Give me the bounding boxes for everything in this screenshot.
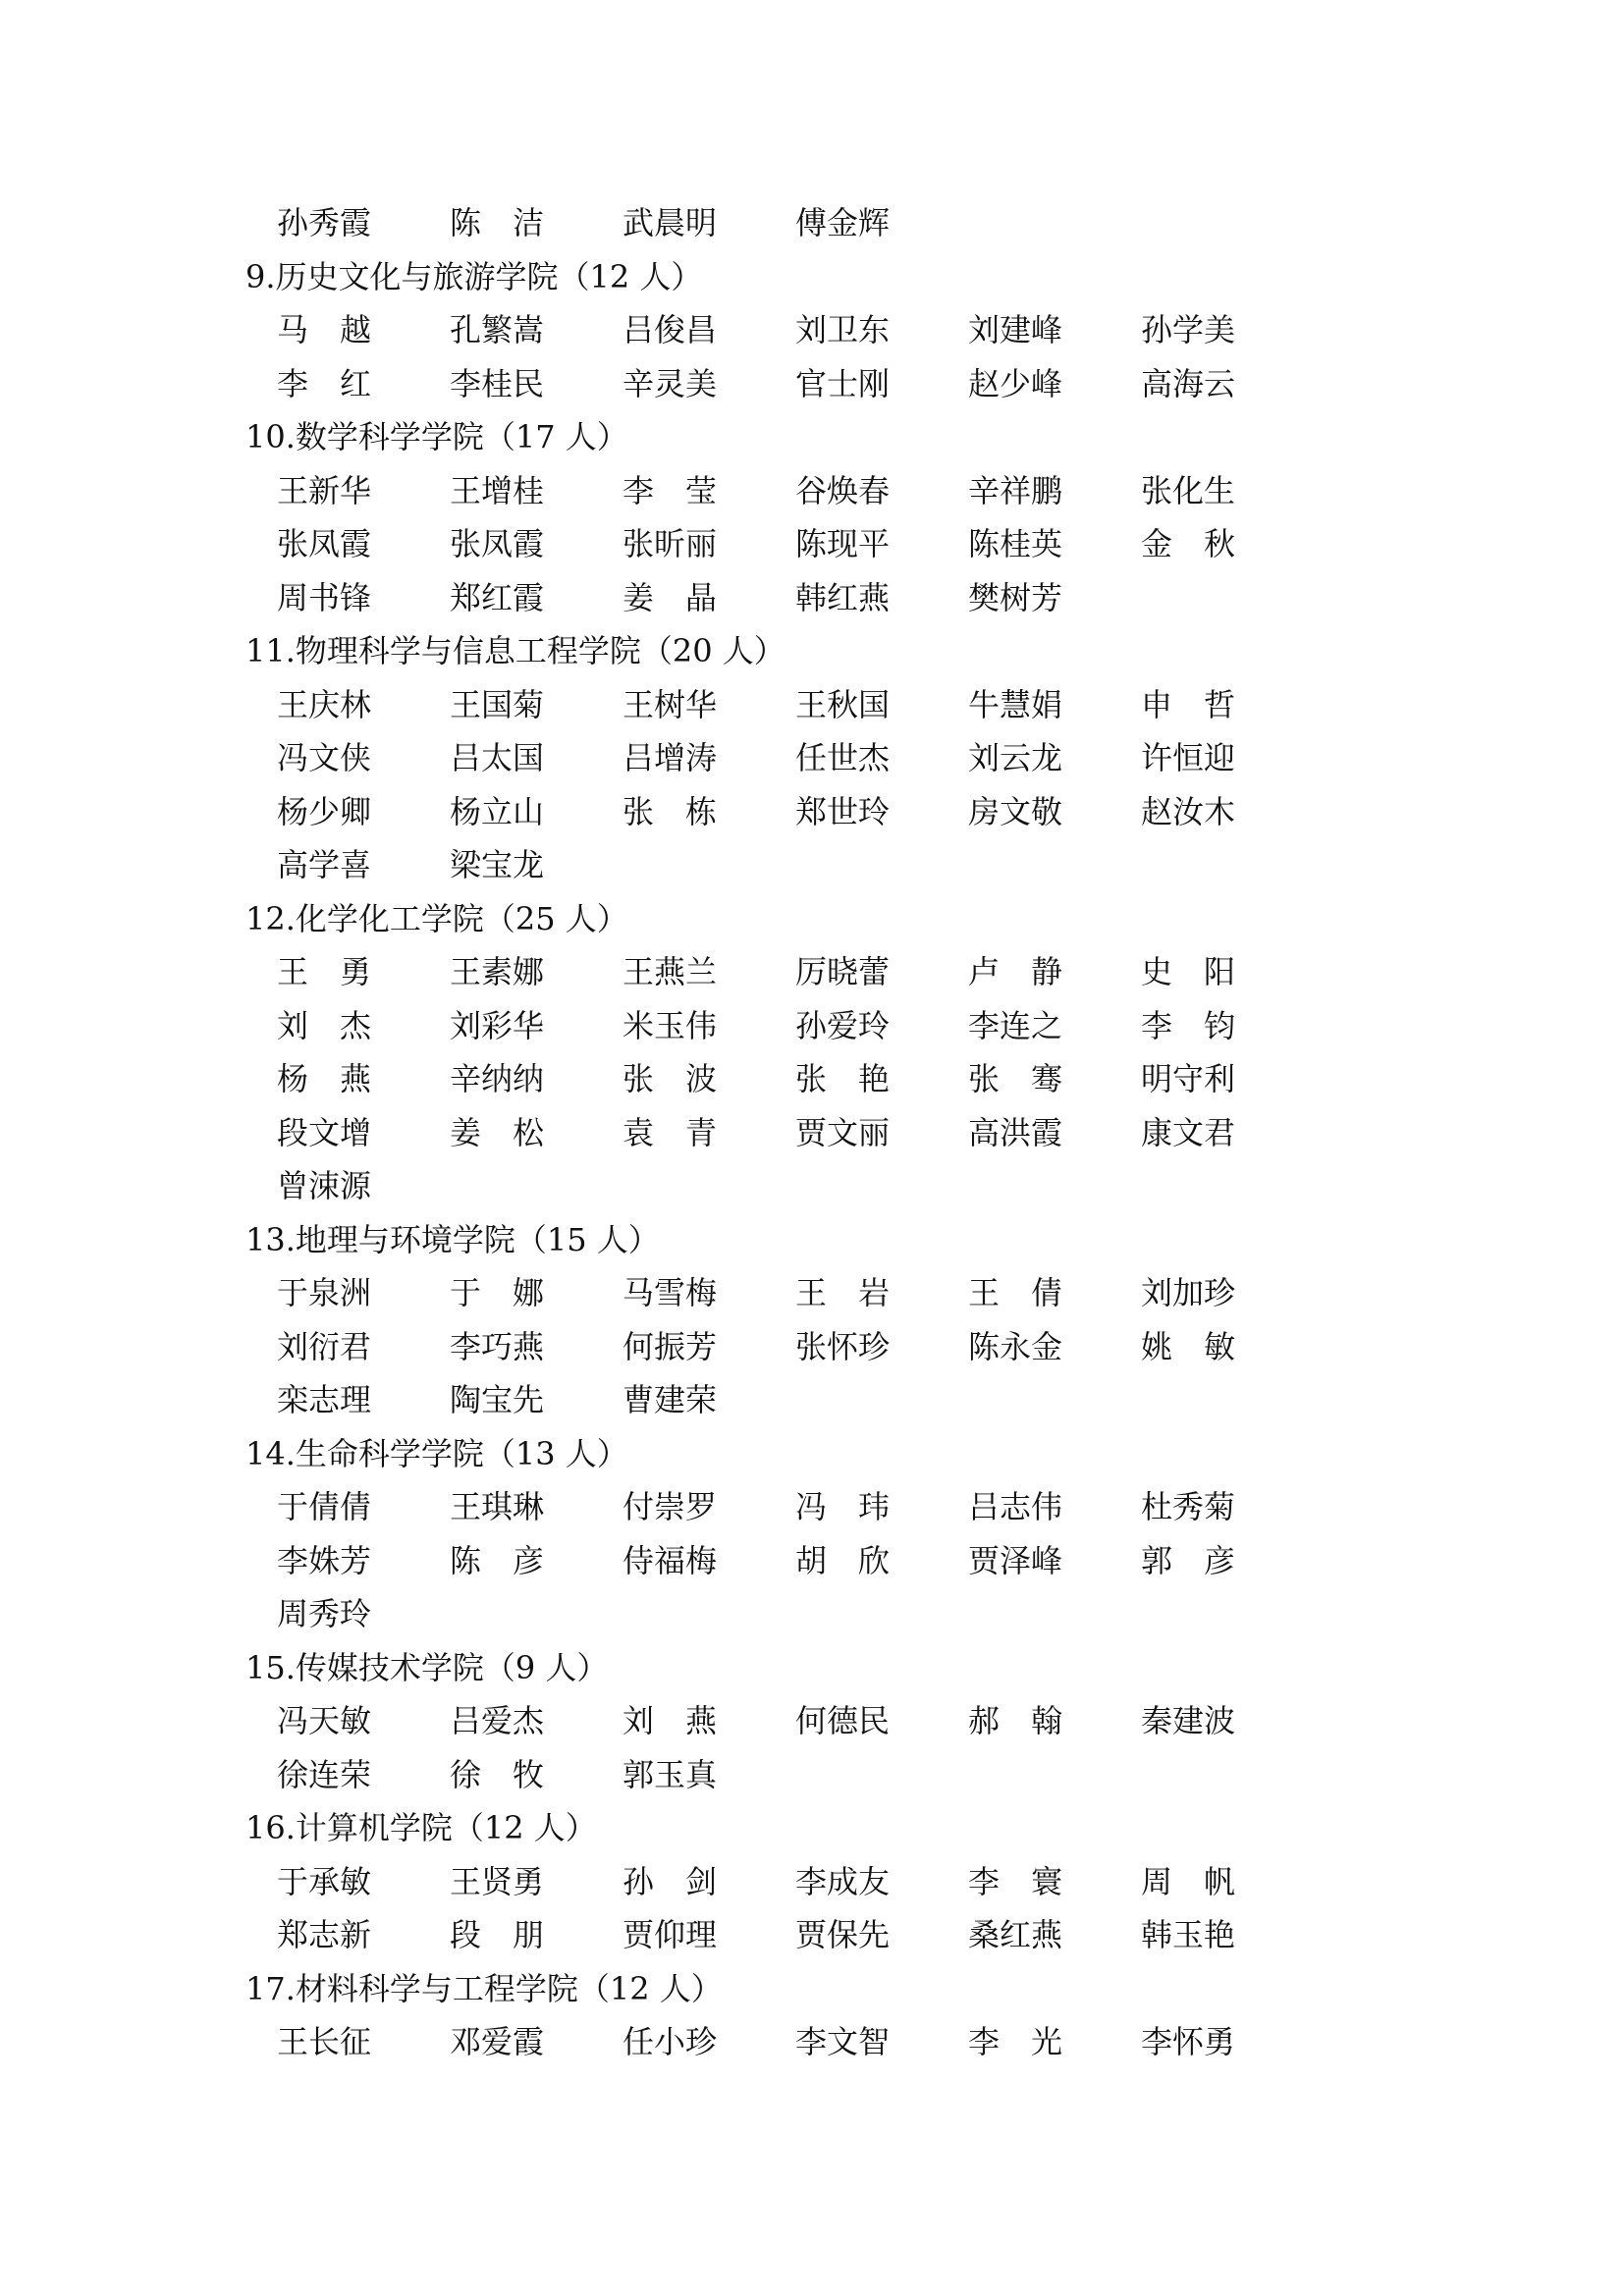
college-section (245, 624, 1326, 892)
person-name: 张昕丽 (623, 525, 718, 562)
person-name: 房文敬 (968, 792, 1063, 830)
person-name: 吕增涛 (623, 739, 718, 776)
person-name: 谷焕春 (795, 471, 891, 509)
college-section (245, 1213, 1326, 1427)
person-name: 李巧燕 (450, 1327, 545, 1365)
person-name: 郭 彦 (1141, 1541, 1236, 1579)
person-name: 康文君 (1141, 1113, 1236, 1151)
person-name: 马雪梅 (623, 1274, 718, 1311)
person-name: 于承敏 (277, 1862, 372, 1900)
college-heading: 12.化学化工学院（25 人） (245, 899, 628, 937)
person-name: 何振芳 (623, 1327, 718, 1365)
name-list (245, 1480, 1326, 1641)
name-list (245, 678, 1326, 892)
college-section (245, 1641, 1326, 1802)
person-name: 刘彩华 (450, 1006, 545, 1044)
person-name: 姜 晶 (623, 578, 718, 616)
person-name: 韩玉艳 (1141, 1916, 1236, 1953)
person-name: 韩红燕 (795, 578, 891, 616)
person-name: 贾文丽 (795, 1113, 891, 1151)
person-name: 王琪琳 (450, 1488, 545, 1525)
document-body (245, 196, 1326, 2069)
person-name: 于泉洲 (277, 1274, 372, 1311)
person-name: 曹建荣 (623, 1381, 718, 1418)
person-name: 王燕兰 (623, 953, 718, 990)
person-name: 孔繁嵩 (450, 311, 545, 348)
person-name: 吕志伟 (968, 1488, 1063, 1525)
person-name: 高洪霞 (968, 1113, 1063, 1151)
person-name: 辛纳纳 (450, 1060, 545, 1097)
person-name: 姚 敏 (1141, 1327, 1236, 1365)
person-name: 段文增 (277, 1113, 372, 1151)
person-name: 段 朋 (450, 1916, 545, 1953)
person-name: 王国菊 (450, 685, 545, 723)
person-name: 周书锋 (277, 578, 372, 616)
person-name: 李连之 (968, 1006, 1063, 1044)
person-name: 高学喜 (277, 846, 372, 883)
college-heading: 14.生命科学学院（13 人） (245, 1434, 628, 1472)
person-name: 张化生 (1141, 471, 1236, 509)
person-name: 于倩倩 (277, 1488, 372, 1525)
person-name: 陈桂英 (968, 525, 1063, 562)
person-name: 刘卫东 (795, 311, 891, 348)
person-name: 刘衍君 (277, 1327, 372, 1365)
person-name: 栾志理 (277, 1381, 372, 1418)
person-name: 李 寰 (968, 1862, 1063, 1900)
person-name: 辛灵美 (623, 364, 718, 402)
name-list (245, 464, 1326, 625)
person-name: 杨少卿 (277, 792, 372, 830)
person-name: 王 勇 (277, 953, 372, 990)
person-name: 刘加珍 (1141, 1274, 1236, 1311)
college-heading: 11.物理科学与信息工程学院（20 人） (245, 632, 785, 669)
person-name: 王增桂 (450, 471, 545, 509)
person-name: 郑志新 (277, 1916, 372, 1953)
person-name: 任小珍 (623, 2023, 718, 2060)
person-name: 冯 玮 (795, 1488, 891, 1525)
person-name: 米玉伟 (623, 1006, 718, 1044)
person-name: 王新华 (277, 471, 372, 509)
person-name: 武晨明 (623, 204, 718, 241)
person-name: 于 娜 (450, 1274, 545, 1311)
person-name: 郑红霞 (450, 578, 545, 616)
person-name: 李 钧 (1141, 1006, 1236, 1044)
person-name: 贾泽峰 (968, 1541, 1063, 1579)
person-name: 王秋国 (795, 685, 891, 723)
person-name: 陈 彦 (450, 1541, 545, 1579)
person-name: 张凤霞 (450, 525, 545, 562)
college-heading: 13.地理与环境学院（15 人） (245, 1220, 660, 1258)
person-name: 陈 洁 (450, 204, 545, 241)
person-name: 郭玉真 (623, 1755, 718, 1793)
person-name: 梁宝龙 (450, 846, 545, 883)
person-name: 李桂民 (450, 364, 545, 402)
person-name: 王素娜 (450, 953, 545, 990)
person-name: 郑世玲 (795, 792, 891, 830)
person-name: 刘 燕 (623, 1702, 718, 1739)
person-name: 张怀珍 (795, 1327, 891, 1365)
person-name: 李怀勇 (1141, 2023, 1236, 2060)
college-section (245, 1801, 1326, 1962)
person-name: 陈永金 (968, 1327, 1063, 1365)
person-name: 官士刚 (795, 364, 891, 402)
name-list (245, 945, 1326, 1213)
person-name: 秦建波 (1141, 1702, 1236, 1739)
person-name: 吕爱杰 (450, 1702, 545, 1739)
person-name: 任世杰 (795, 739, 891, 776)
person-name: 杨立山 (450, 792, 545, 830)
person-name: 王贤勇 (450, 1862, 545, 1900)
person-name: 周秀玲 (277, 1595, 372, 1632)
person-name: 牛慧娟 (968, 685, 1063, 723)
person-name: 张凤霞 (277, 525, 372, 562)
college-section (245, 410, 1326, 624)
person-name: 申 哲 (1141, 685, 1236, 723)
name-list (245, 1694, 1326, 1801)
person-name: 付崇罗 (623, 1488, 718, 1525)
person-name: 张 栋 (623, 792, 718, 830)
person-name: 张 艳 (795, 1060, 891, 1097)
person-name: 赵少峰 (968, 364, 1063, 402)
person-name: 辛祥鹏 (968, 471, 1063, 509)
person-name: 孙爱玲 (795, 1006, 891, 1044)
college-section (245, 892, 1326, 1213)
person-name: 吕太国 (450, 739, 545, 776)
person-name: 孙学美 (1141, 311, 1236, 348)
person-name: 冯天敏 (277, 1702, 372, 1739)
person-name: 明守利 (1141, 1060, 1236, 1097)
person-name: 何德民 (795, 1702, 891, 1739)
person-name: 傅金辉 (795, 204, 891, 241)
person-name: 侍福梅 (623, 1541, 718, 1579)
person-name: 孙 剑 (623, 1862, 718, 1900)
person-name: 王 岩 (795, 1274, 891, 1311)
person-name: 贾仰理 (623, 1916, 718, 1953)
name-list (245, 1266, 1326, 1427)
person-name: 高海云 (1141, 364, 1236, 402)
person-name: 张 骞 (968, 1060, 1063, 1097)
college-section (245, 196, 1326, 250)
person-name: 李成友 (795, 1862, 891, 1900)
person-name: 杜秀菊 (1141, 1488, 1236, 1525)
person-name: 孙秀霞 (277, 204, 372, 241)
person-name: 史 阳 (1141, 953, 1236, 990)
person-name: 李 莹 (623, 471, 718, 509)
person-name: 徐 牧 (450, 1755, 545, 1793)
person-name: 马 越 (277, 311, 372, 348)
person-name: 许恒迎 (1141, 739, 1236, 776)
person-name: 刘建峰 (968, 311, 1063, 348)
person-name: 王 倩 (968, 1274, 1063, 1311)
college-section (245, 250, 1326, 411)
person-name: 姜 松 (450, 1113, 545, 1151)
college-heading: 15.传媒技术学院（9 人） (245, 1648, 609, 1686)
person-name: 王长征 (277, 2023, 372, 2060)
person-name: 邓爱霞 (450, 2023, 545, 2060)
person-name: 李姝芳 (277, 1541, 372, 1579)
person-name: 郝 翰 (968, 1702, 1063, 1739)
person-name: 袁 青 (623, 1113, 718, 1151)
name-list (245, 303, 1326, 410)
college-section (245, 1962, 1326, 2069)
person-name: 陶宝先 (450, 1381, 545, 1418)
name-list (245, 2015, 1326, 2069)
person-name: 卢 静 (968, 953, 1063, 990)
college-heading: 10.数学科学学院（17 人） (245, 418, 628, 455)
person-name: 李 光 (968, 2023, 1063, 2060)
college-heading: 9.历史文化与旅游学院（12 人） (245, 257, 703, 295)
person-name: 王树华 (623, 685, 718, 723)
person-name: 桑红燕 (968, 1916, 1063, 1953)
person-name: 李 红 (277, 364, 372, 402)
person-name: 曾涑源 (277, 1167, 372, 1204)
person-name: 李文智 (795, 2023, 891, 2060)
person-name: 王庆林 (277, 685, 372, 723)
person-name: 刘云龙 (968, 739, 1063, 776)
person-name: 杨 燕 (277, 1060, 372, 1097)
person-name: 胡 欣 (795, 1541, 891, 1579)
person-name: 张 波 (623, 1060, 718, 1097)
person-name: 赵汝木 (1141, 792, 1236, 830)
college-section (245, 1427, 1326, 1641)
person-name: 吕俊昌 (623, 311, 718, 348)
college-heading: 17.材料科学与工程学院（12 人） (245, 1969, 723, 2007)
person-name: 金 秋 (1141, 525, 1236, 562)
person-name: 厉晓蕾 (795, 953, 891, 990)
name-list (245, 196, 1326, 250)
person-name: 贾保先 (795, 1916, 891, 1953)
person-name: 陈现平 (795, 525, 891, 562)
person-name: 冯文侠 (277, 739, 372, 776)
person-name: 徐连荣 (277, 1755, 372, 1793)
person-name: 周 帆 (1141, 1862, 1236, 1900)
person-name: 刘 杰 (277, 1006, 372, 1044)
college-heading: 16.计算机学院（12 人） (245, 1809, 597, 1846)
person-name: 樊树芳 (968, 578, 1063, 616)
name-list (245, 1855, 1326, 1962)
